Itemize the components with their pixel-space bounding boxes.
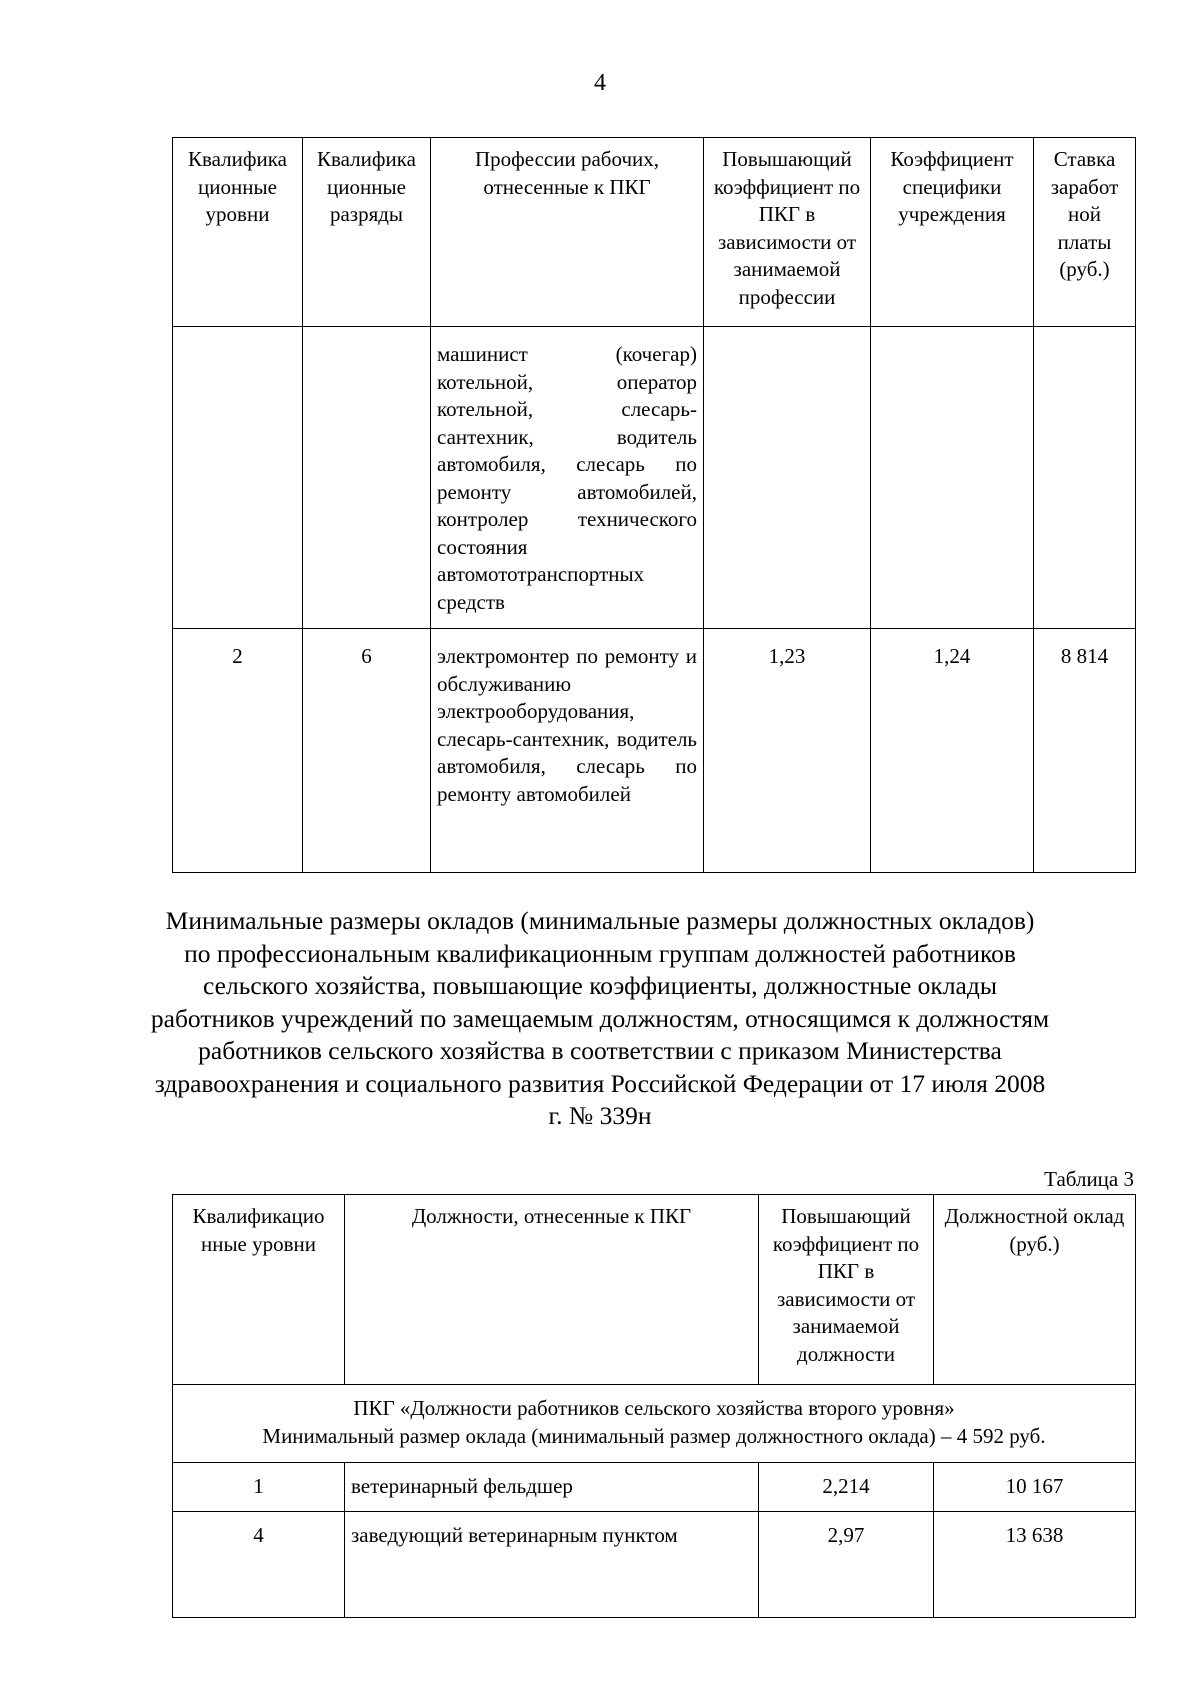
cell-coefficient: 1,23 [704, 629, 871, 873]
group-minimum-salary: Минимальный размер оклада (минимальный размер должностного оклада) – 4 592 руб. [262, 1423, 1046, 1448]
header-positions: Должности, отнесенные к ПКГ [345, 1195, 759, 1385]
header-qualification-levels: Квалификацио нные уровни [173, 1195, 345, 1385]
cell-specific-coefficient: 1,24 [871, 629, 1034, 873]
cell-level: 1 [173, 1463, 345, 1512]
section-heading: Минимальные размеры окладов (минимальные размеры должностных окладов) по профессиональным квалификационным группам должностей работников сельского хозяйства, повышающие коэффициенты, должностные оклады работников учреждений по замещаемым должностям, относящимся к должностям работников сельского хозяйства в соответствии с приказом Министерства здравоохранения и социального развития Российской Федерации от 17 июля 2008 г. № 339н [150, 906, 1050, 1130]
table-row [173, 629, 1136, 873]
salary-table-agriculture [172, 1194, 1136, 1618]
group-title: ПКГ «Должности работников сельского хозяйства второго уровня» [353, 1396, 955, 1420]
cell-coefficient [704, 327, 871, 629]
header-worker-professions: Профессии рабочих, отнесенные к ПКГ [431, 138, 704, 327]
header-institution-coefficient: Коэффициент специфики учреждения [871, 138, 1034, 327]
cell-grade: 6 [303, 629, 431, 873]
cell-rate [1034, 327, 1136, 629]
header-raising-coefficient: Повышающий коэффициент по ПКГ в зависимости от занимаемой профессии [704, 138, 871, 327]
header-qualification-grades: Квалифика ционные разряды [303, 138, 431, 327]
cell-professions: электромонтер по ремонту и обслуживанию электрооборудования, слесарь-сантехник, водитель автомобиля, слесарь по ремонту автомобилей [431, 629, 704, 873]
page-number: 4 [594, 70, 606, 96]
cell-position: заведующий ветеринарным пунктом [345, 1512, 759, 1618]
cell-grade [303, 327, 431, 629]
cell-coefficient: 2,97 [759, 1512, 934, 1618]
table-row [173, 1463, 1136, 1512]
cell-professions: машинист (кочегар) котельной, оператор котельной, слесарь-сантехник, водитель автомобиля, слесарь по ремонту автомобилей, контролер технического состояния автомототранспортных средств [431, 327, 704, 629]
header-raising-coefficient: Повышающий коэффициент по ПКГ в зависимости от занимаемой должности [759, 1195, 934, 1385]
group-cell [173, 1385, 1136, 1463]
header-qualification-levels: Квалифика ционные уровни [173, 138, 303, 327]
table-row [173, 327, 1136, 629]
wage-table-workers [172, 137, 1136, 873]
table-header-row [173, 1195, 1136, 1385]
header-wage-rate: Ставка заработ ной платы (руб.) [1034, 138, 1136, 327]
table-row [173, 1512, 1136, 1618]
cell-position: ветеринарный фельдшер [345, 1463, 759, 1512]
cell-level: 2 [173, 629, 303, 873]
cell-level: 4 [173, 1512, 345, 1618]
table-header-row [173, 138, 1136, 327]
group-row [173, 1385, 1136, 1463]
header-official-salary: Должностной оклад (руб.) [934, 1195, 1136, 1385]
cell-rate: 8 814 [1034, 629, 1136, 873]
cell-salary: 10 167 [934, 1463, 1136, 1512]
cell-salary: 13 638 [934, 1512, 1136, 1618]
cell-specific-coefficient [871, 327, 1034, 629]
cell-level [173, 327, 303, 629]
cell-coefficient: 2,214 [759, 1463, 934, 1512]
table-caption: Таблица 3 [1044, 1167, 1134, 1191]
